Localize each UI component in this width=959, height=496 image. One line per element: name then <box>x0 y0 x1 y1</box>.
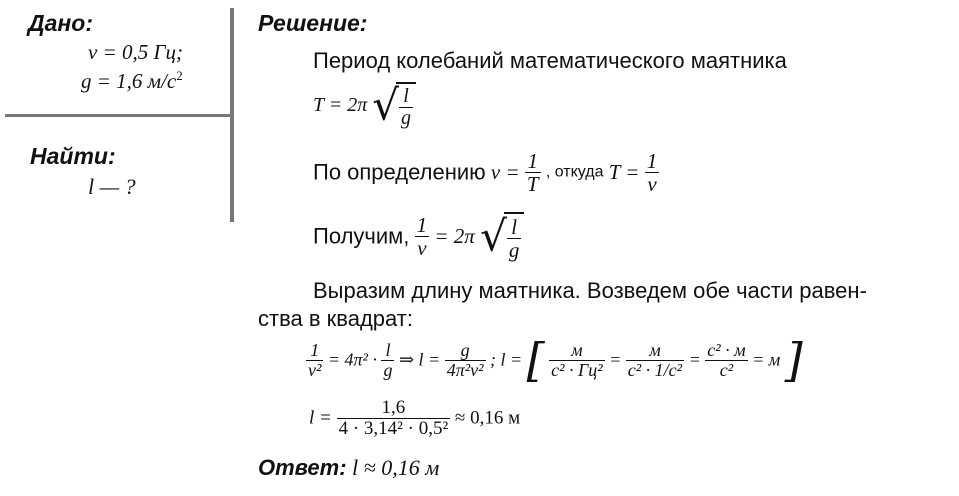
given-heading: Дано: <box>28 10 94 36</box>
given-g: g = 1,6 $м/с^2$ <box>81 68 183 93</box>
solution-heading: Решение: <box>258 10 368 36</box>
find-heading: Найти: <box>30 143 116 169</box>
definition-line: По определению ν = $\frac{1}{T}$ , откуда T = $\frac{1}{\nu}$ <box>313 149 658 197</box>
solution-line4b: ства в квадрат: <box>258 306 413 331</box>
result-line: Получим, $\frac{1}{\nu}$ = 2π √ $\frac{l}{g}$ <box>313 212 524 261</box>
given-nu: ν = 0,5 Гц; <box>88 40 183 64</box>
derivation-equation: $\frac{1}{\text{ν²}}$ = 4π² · $\frac{l}{g}$ ⇒ l = $\frac{g}{\text{4π²ν²}}$ ; l = [ $\frac{м}{\text{с² · Гц²}}$ = $\frac{м}{\text{с² · 1/с²}}$ = $\frac{\text{с² · м}}{\text{с²}}$ = м ] <box>308 333 803 387</box>
answer-value: l ≈ 0,16 м <box>352 455 440 480</box>
calculation-equation: l = $\frac{1,6}{\text{4 · 3,14² · 0,5²}}$ ≈ 0,16 м <box>309 397 521 439</box>
answer-line <box>258 455 439 481</box>
horizontal-divider <box>5 114 234 117</box>
sqrt-l-over-g: √ $\frac{l}{g}$ <box>372 82 416 129</box>
formula-period: T = 2π √ $\frac{l}{g}$ <box>313 82 416 129</box>
solution-line1: Период колебаний математического маятника <box>313 48 787 73</box>
find-item: l — ? <box>88 174 136 199</box>
solution-line4a: Выразим длину маятника. Возведем обе части равен- <box>313 278 867 303</box>
answer-label: Ответ: <box>258 455 347 480</box>
